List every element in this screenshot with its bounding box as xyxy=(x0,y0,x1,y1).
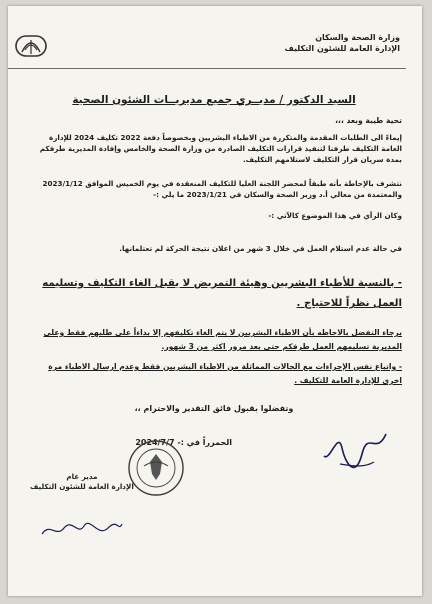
ministry-title: وزارة الصحة والسكان xyxy=(315,33,400,42)
recipient-line: السيد الدكتور / مديــري جميع مديريــات الشئون الصحية xyxy=(72,94,356,106)
signature-icon xyxy=(316,426,396,472)
ministry-logo-icon xyxy=(14,28,48,62)
handwritten-note-icon xyxy=(38,518,124,542)
department-title: الإدارة العامة للشئون التكليف xyxy=(284,44,400,53)
director-block xyxy=(30,472,134,492)
ministry-name xyxy=(284,32,400,54)
point-d: - واتباع نفس الإجراءات مع الحالات المماثلة من الاطباء البشريين فقط وعدم ارسال الاطباء مرة اخرى للإدارة العامة للتكليف . xyxy=(48,362,402,385)
letter-date: 2024/7/7 xyxy=(135,438,175,447)
paragraph-2: نتشرف بالإحاطة بأنه طبقاً لمحضر اللجنة العليا للتكليف المنعقدة في يوم الخميس الموافق 2023/1/12 والمعتمدة من معالي أ.د وزير الصحة والسكان في 2023/1/21 ما يلي :- xyxy=(42,179,402,199)
greeting: تحية طيبة وبعد ،،، xyxy=(335,116,402,125)
point-c: برجاء التفضل بالاحاطه بأن الاطباء البشريين لا يتم الغاء تكليفهم إلا بداءاً على طلبهم فقط وعلى المديرية تسليمهم العمل طرفكم حتى بعد مرور اكثر من 3 شهور. xyxy=(43,328,402,351)
director-department: الإدارة العامة للشئون التكليف xyxy=(30,482,134,491)
letterhead xyxy=(8,28,406,69)
official-stamp-icon xyxy=(126,438,186,498)
document-page xyxy=(8,6,422,596)
director-title: مدير عام xyxy=(66,472,98,481)
signoff-label: الحمرراً في :- xyxy=(177,438,232,447)
closing-line: وتفضلوا بقبول فائق التقدير والاحترام ،، xyxy=(134,404,294,413)
paragraph-1: إيماءً الى الطلبات المقدمة والمتكررة من الاطباء البشريين وبخصوصاً دفعة 2022 تكليف 2024 للإدارة العامة التكليف طرفنا لتنفيذ قرارات التكليف الصادرة من وزارة الصحة والخامس وإفادة المديرية طرفكم بمدة سريان قرار التكليف لاستلامهم التكليف. xyxy=(39,133,402,164)
point-a: في حالة عدم استلام العمل في خلال 3 شهر من اعلان نتيجة الحركة لم تعتلمانها. xyxy=(119,244,402,253)
paragraph-3: وكان الرأي في هذا الموضوع كالآتي :- xyxy=(268,211,402,220)
point-b: - بالنسبة للأطباء البشريين وهيئة التمريض لا يقبل الغاء التكليف وتسليمه العمل نظراً للاحتياج . xyxy=(42,278,402,309)
